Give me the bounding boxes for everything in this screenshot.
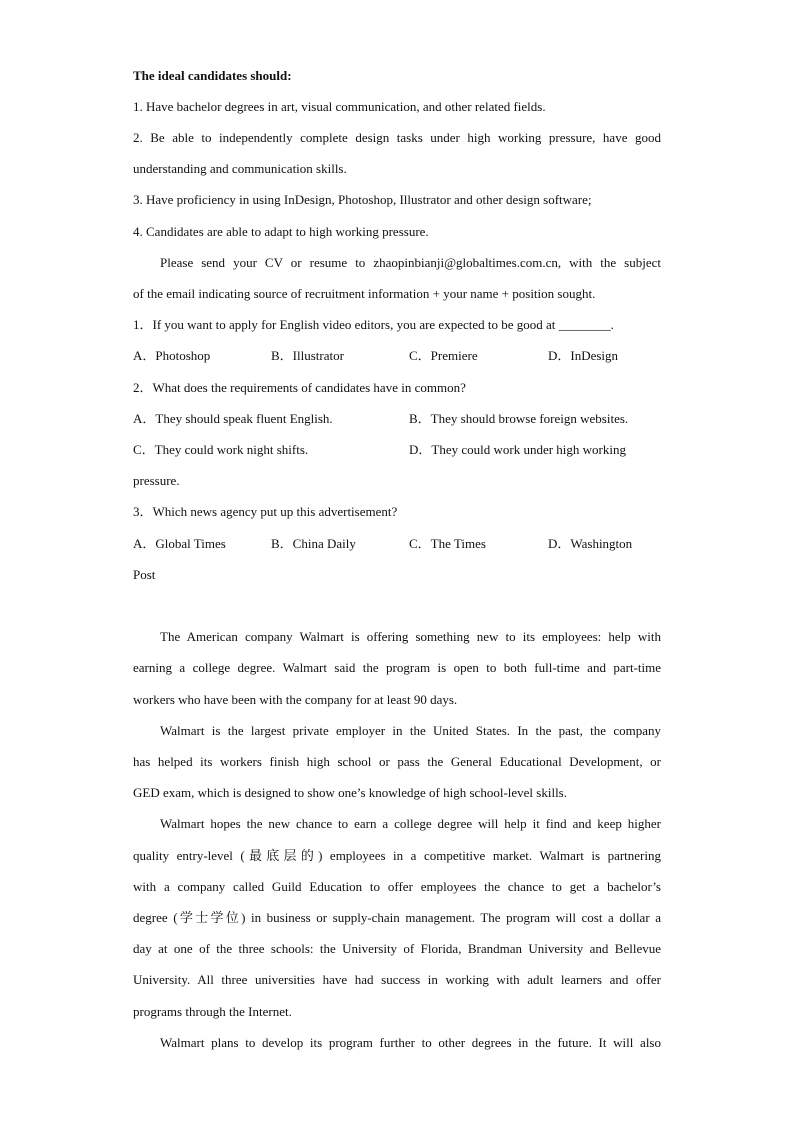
passage-line: quality entry-level (最底层的) employees in a competitive market. Walmart is partnering [133,848,661,863]
passage-line: has helped its workers finish high school or pass the General Educational Development, or [133,754,661,769]
passage-line: The American company Walmart is offering something new to its employees: help with [160,629,661,644]
question-3-option-d-wrap: Post [133,567,156,582]
passage-line: degree (学士学位) in business or supply-chain management. The program will cost a dollar a [133,910,661,925]
question-2-option-b: B．They should browse foreign websites. [409,411,629,426]
passage-line: University. All three universities have had success in working with adult learners and offer [133,972,661,987]
passage-line: Walmart is the largest private employer in the United States. In the past, the company [160,723,661,738]
requirement-2-continued: understanding and communication skills. [133,161,347,176]
question-3-option-c: C．The Times [409,536,486,551]
question-2-option-d: D．They could work under high working [409,442,626,457]
requirement-3: 3. Have proficiency in using InDesign, Photoshop, Illustrator and other design software; [133,192,592,207]
question-1-stem: 1．If you want to apply for English video editors, you are expected to be good at ________. [133,317,614,332]
contact-instructions-continued: of the email indicating source of recruitment information + your name + position sought. [133,286,596,301]
passage-line: earning a college degree. Walmart said the program is open to both full-time and part-time [133,660,661,675]
passage-line: day at one of the three schools: the University of Florida, Brandman University and Bellevue [133,941,661,956]
question-2-option-d-wrap: pressure. [133,473,180,488]
question-3-stem: 3．Which news agency put up this advertisement? [133,504,398,519]
passage-line: programs through the Internet. [133,1004,292,1019]
passage-line: workers who have been with the company for at least 90 days. [133,692,458,707]
question-3-option-b: B．China Daily [271,536,356,551]
requirement-1: 1. Have bachelor degrees in art, visual communication, and other related fields. [133,99,546,114]
question-1-option-d: D．InDesign [548,348,619,363]
requirement-2: 2. Be able to independently complete design tasks under high working pressure, have good [133,130,661,145]
question-2-option-c: C．They could work night shifts. [133,442,309,457]
question-1-option-b: B．Illustrator [271,348,344,363]
passage-line: Walmart plans to develop its program further to other degrees in the future. It will also [160,1035,661,1050]
contact-instructions: Please send your CV or resume to zhaopinbianji@globaltimes.com.cn, with the subject [160,255,661,270]
question-2-option-a: A．They should speak fluent English. [133,411,333,426]
requirements-heading: The ideal candidates should: [133,68,292,83]
question-1-option-a: A．Photoshop [133,348,211,363]
passage-line: Walmart hopes the new chance to earn a college degree will help it find and keep higher [160,816,661,831]
question-1-option-c: C．Premiere [409,348,478,363]
passage-line: with a company called Guild Education to offer employees the chance to get a bachelor’s [133,879,661,894]
question-2-stem: 2．What does the requirements of candidates have in common? [133,380,466,395]
passage-line: GED exam, which is designed to show one’s knowledge of high school-level skills. [133,785,567,800]
question-3-option-a: A．Global Times [133,536,226,551]
question-3-option-d: D．Washington [548,536,633,551]
requirement-4: 4. Candidates are able to adapt to high working pressure. [133,224,429,239]
